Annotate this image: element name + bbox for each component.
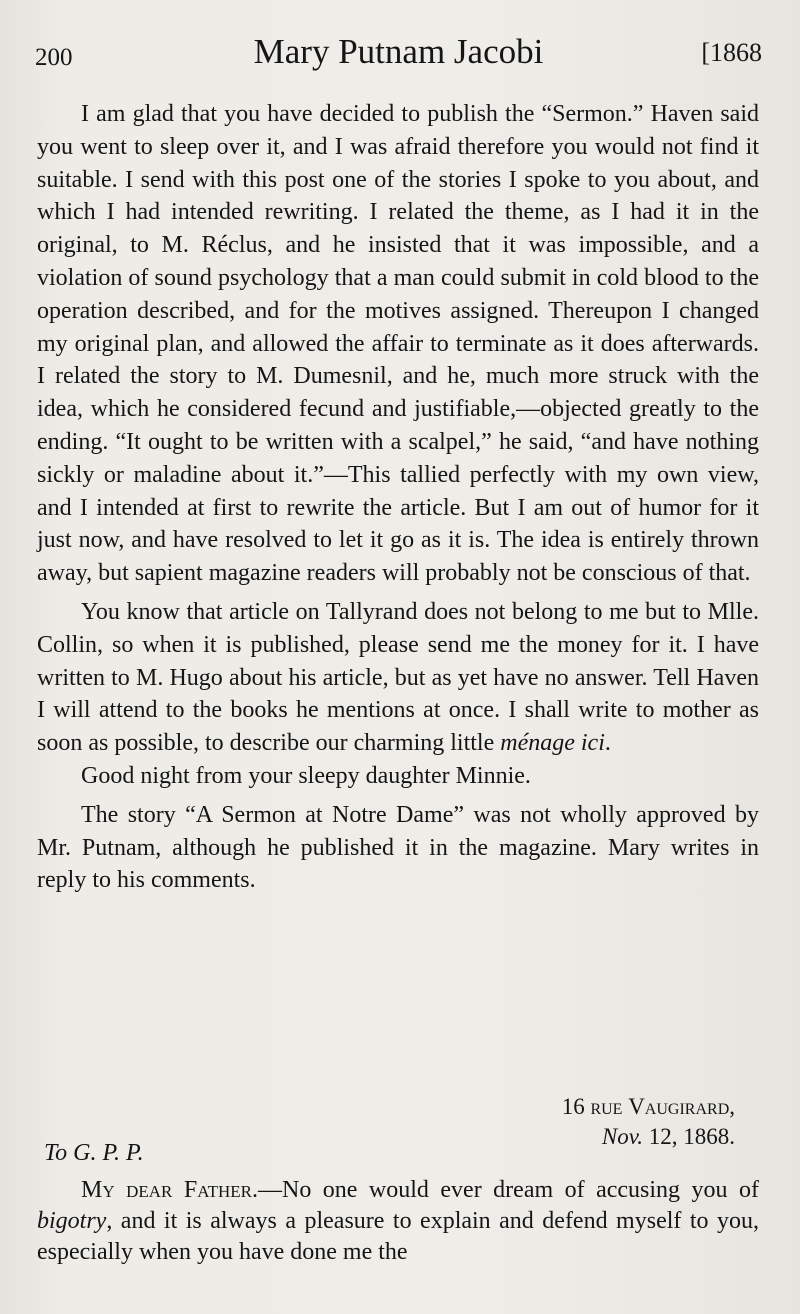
salutation: My dear Father. [81,1177,258,1203]
paragraph-editor-note: The story “A Sermon at Notre Dame” was not wholly approved by Mr. Putnam, although he published it in the magazine. Mary writes in reply to his comments. [37,801,759,894]
letter-italic: bigotry [37,1208,107,1234]
header-year: [1868 [701,38,762,67]
page-body [37,98,759,897]
address-number: 16 [561,1094,585,1119]
date-day-year: 12, 1868. [643,1124,735,1149]
paragraph-good-night: Good night from your sleepy daughter Minnie. [81,762,531,789]
paragraph-tallyrand [37,596,759,760]
running-title: Mary Putnam Jacobi [253,32,544,71]
address-line [37,1092,735,1122]
italic-phrase: ménage ici [500,730,605,757]
paragraph-end: . [604,730,611,757]
address-street-prefix: rue [590,1094,623,1119]
paragraph-text: You know that article on Tallyrand does not belong to me but to Mlle. Collin, so when it is published, please send me the money for it. I have written to M. Hugo about his article, but as yet have no answer. Tell Haven I will attend to the books he mentions at once. I shall write to mother as soon as possible, to describe our charming little [37,598,759,757]
letter-text-2: , and it is always a pleasure to explain and defend myself to you, especially when you have done me the [37,1208,759,1265]
date-month: Nov. [601,1124,643,1149]
address-street-name: Vaugirard, [628,1094,735,1119]
page-number: 200 [35,44,73,71]
paragraph-sermon: I am glad that you have decided to publish the “Sermon.” Haven said you went to sleep over it, and I was afraid therefore you would not find it suitable. I send with this post one of the stories I spoke to you about, and which I had intended rewriting. I related the theme, as I had it in the original, to M. Réclus, and he insisted that it was impossible, and a violation of sound psychology that a man could submit in cold blood to the operation described, and for the motives assigned. Thereupon I changed my original plan, and allowed the affair to terminate as it does afterwards. I related the story to M. Dumesnil, and he, much more struck with the idea, which he considered fecund and justifiable,—objected greatly to the ending. “It ought to be written with a scalpel,” he said, “and have nothing sickly or maladine about it.”—This tallied perfectly with my own view, and I intended at first to rewrite the article. But I am out of humor for it just now, and have resolved to let it go as it is. The idea is entirely thrown away, but sapient magazine readers will probably not be conscious of that. [37,101,759,587]
recipient: To G. P. P. [44,1140,144,1166]
running-header [35,32,762,76]
letter-opening [37,1175,759,1268]
letter-text-1: —No one would ever dream of accusing you of [257,1177,759,1203]
